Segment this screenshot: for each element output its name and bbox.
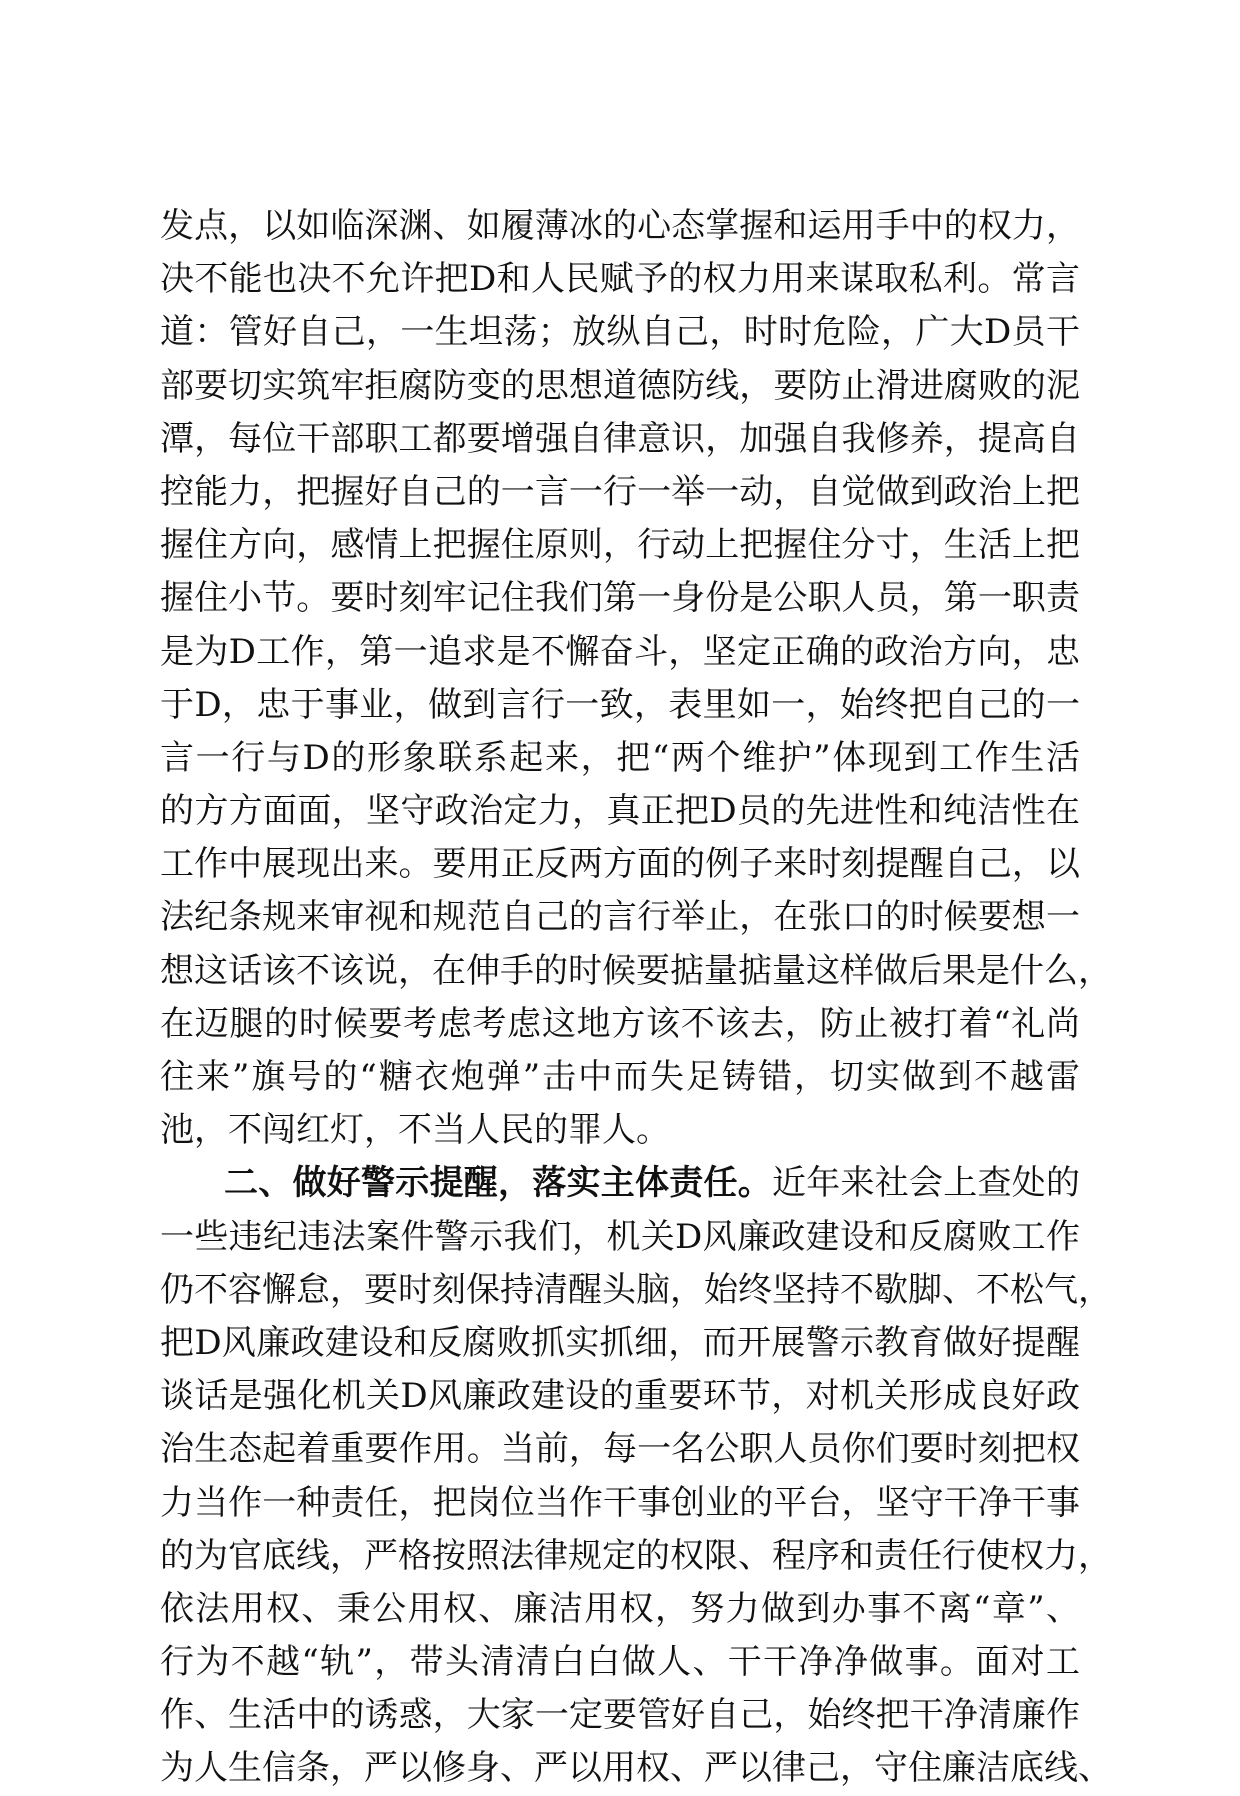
text-line: 部要切实筑牢拒腐防变的思想道德防线，要防止滑进腐败的泥 — [160, 365, 1080, 406]
text-line: 于D，忠于事业，做到言行一致，表里如一，始终把自己的一 — [160, 684, 1080, 725]
text-span: 近年来社会上查处的 — [772, 1163, 1080, 1204]
text-line: 控能力，把握好自己的一言一行一举一动，自觉做到政治上把 — [160, 471, 1080, 512]
text-line: 行为不越“轨”，带头清清白白做人、干干净净做事。面对工 — [160, 1642, 1080, 1683]
text-line: 为人生信条，严以修身、严以用权、严以律己，守住廉洁底线、 — [160, 1748, 1112, 1789]
text-line: 治生态起着重要作用。当前，每一名公职人员你们要时刻把权 — [160, 1429, 1080, 1470]
text-line: 工作中展现出来。要用正反两方面的例子来时刻提醒自己，以 — [160, 844, 1080, 885]
text-line: 握住小节。要时刻牢记住我们第一身份是公职人员，第一职责 — [160, 578, 1080, 619]
text-line: 仍不容懈怠，要时刻保持清醒头脑，始终坚持不歇脚、不松气， — [160, 1269, 1112, 1310]
text-line: 的方方面面，坚守政治定力，真正把D员的先进性和纯洁性在 — [160, 791, 1080, 832]
paragraph-first-line — [160, 1157, 1080, 1210]
text-line: 是为D工作，第一追求是不懈奋斗，坚定正确的政治方向，忠 — [160, 631, 1080, 672]
text-line: 池，不闯红灯，不当人民的罪人。 — [160, 1110, 670, 1151]
text-line: 往来”旗号的“糖衣炮弹”击中而失足铸错，切实做到不越雷 — [160, 1057, 1080, 1097]
text-line: 谈话是强化机关D风廉政建设的重要环节，对机关形成良好政 — [160, 1376, 1080, 1417]
text-line: 发点，以如临深渊、如履薄冰的心态掌握和运用手中的权力， — [160, 206, 1080, 246]
text-line: 一些违纪违法案件警示我们，机关D风廉政建设和反腐败工作 — [160, 1216, 1080, 1257]
text-line: 的为官底线，严格按照法律规定的权限、程序和责任行使权力， — [160, 1535, 1112, 1576]
text-line: 作、生活中的诱惑，大家一定要管好自己，始终把干净清廉作 — [160, 1695, 1080, 1736]
text-line: 决不能也决不允许把D和人民赋予的权力用来谋取私利。常言 — [160, 259, 1080, 300]
text-line: 在迈腿的时候要考虑考虑这地方该不该去，防止被打着“礼尚 — [160, 1003, 1080, 1044]
text-line: 道：管好自己，一生坦荡；放纵自己，时时危险，广大D员干 — [160, 312, 1080, 353]
text-line: 法纪条规来审视和规范自己的言行举止，在张口的时候要想一 — [160, 897, 1080, 938]
text-line: 力当作一种责任，把岗位当作干事创业的平台，坚守干净干事 — [160, 1482, 1080, 1523]
text-line: 握住方向，感情上把握住原则，行动上把握住分寸，生活上把 — [160, 525, 1080, 566]
text-line: 潭，每位干部职工都要增强自律意识，加强自我修养，提高自 — [160, 418, 1080, 459]
text-line: 言一行与D的形象联系起来，把“两个维护”体现到工作生活 — [160, 737, 1080, 778]
section-heading: 二、做好警示提醒，落实主体责任。 — [224, 1163, 772, 1204]
text-line: 依法用权、秉公用权、廉洁用权，努力做到办事不离“章”、 — [160, 1588, 1080, 1629]
body-text — [160, 200, 1112, 1796]
text-line: 把D风廉政建设和反腐败抓实抓细，而开展警示教育做好提醒 — [160, 1322, 1080, 1363]
text-line: 想这话该不该说，在伸手的时候要掂量掂量这样做后果是什么， — [160, 950, 1112, 991]
